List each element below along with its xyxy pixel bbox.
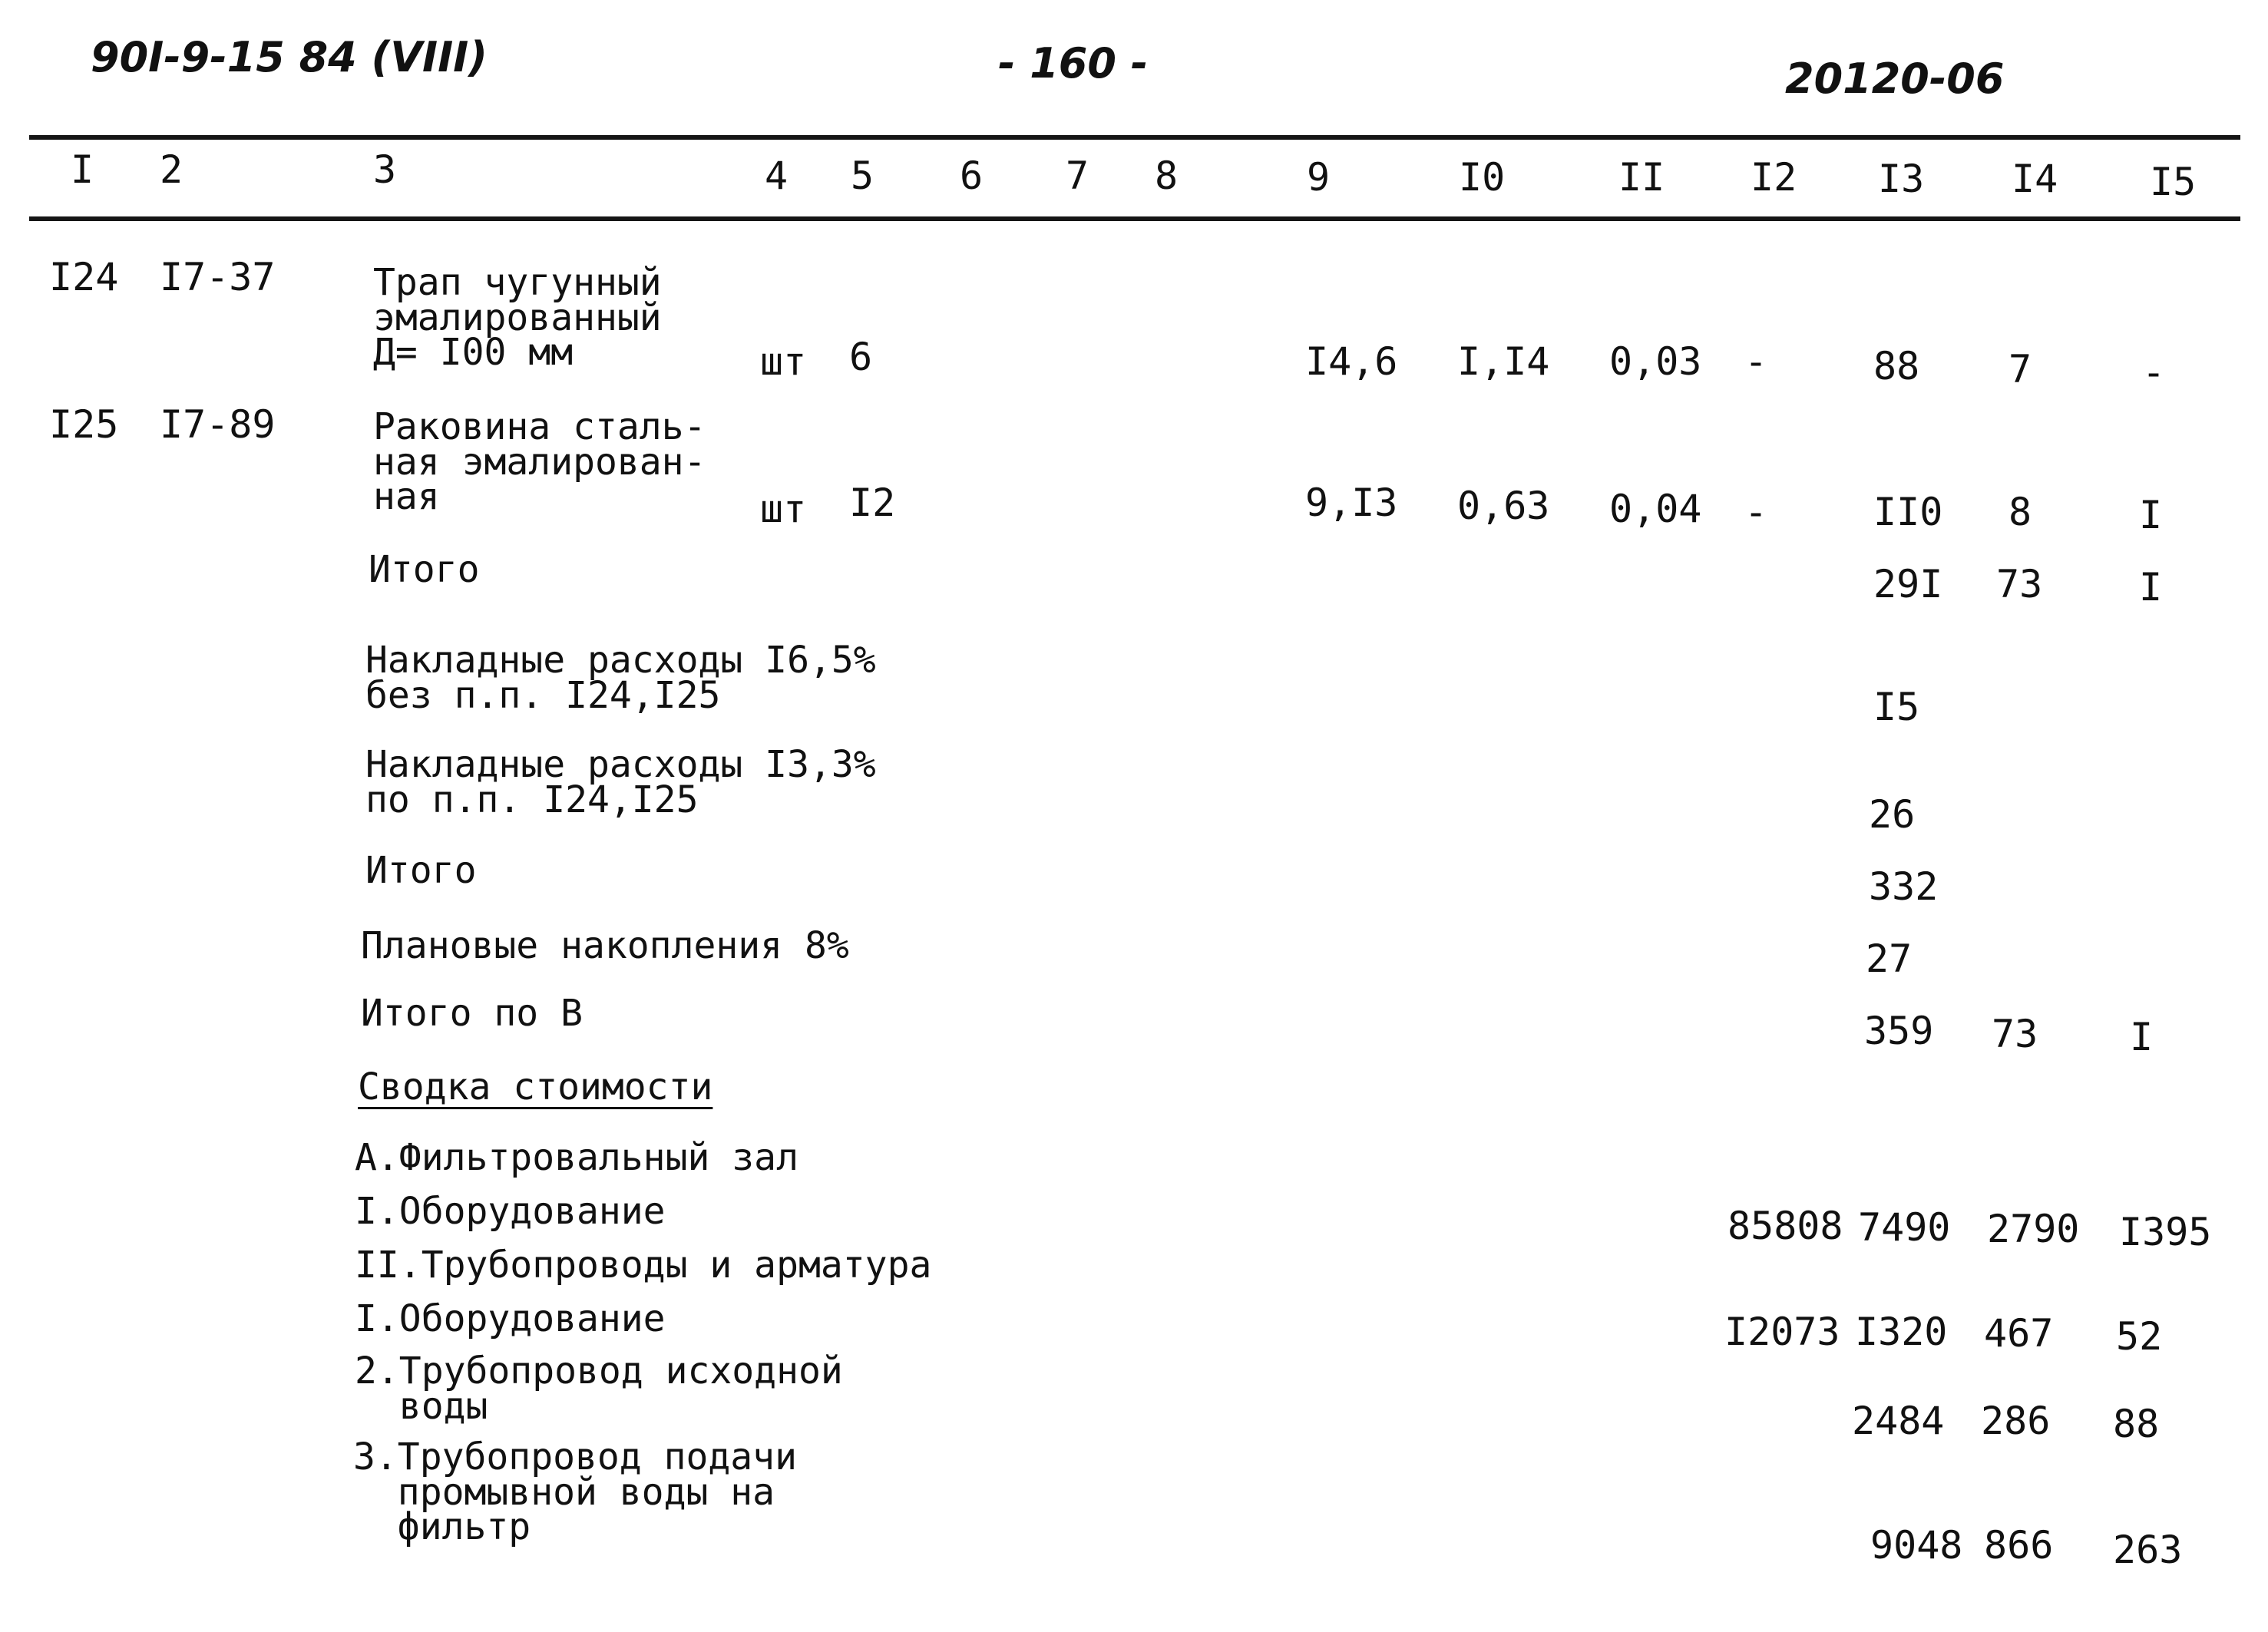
row-125-col13: II0 bbox=[1873, 490, 1943, 534]
col-header-9: 9 bbox=[1307, 155, 1331, 200]
row-125-code: I7-89 bbox=[160, 402, 276, 447]
row-125-number: I25 bbox=[49, 402, 119, 447]
row-124-col15: - bbox=[2142, 350, 2166, 395]
wash-water-pipeline-label: 3.Трубопровод подачи промывной воды на фильтр bbox=[353, 1435, 797, 1549]
row-124-number: I24 bbox=[49, 255, 119, 299]
row-125-col15: I bbox=[2139, 493, 2163, 537]
raw-water-pipeline-col15: 88 bbox=[2113, 1402, 2160, 1446]
planned-savings-label: Плановые накопления 8% bbox=[361, 924, 849, 967]
equipment-2-label: I.Оборудование bbox=[355, 1297, 666, 1340]
row-124-code: I7-37 bbox=[160, 255, 276, 299]
col-header-2: 2 bbox=[160, 147, 183, 192]
row-125-col9: 9,I3 bbox=[1305, 481, 1398, 525]
section-a-heading: А.Фильтровальный зал bbox=[355, 1136, 798, 1179]
equipment-1-col14: 2790 bbox=[1987, 1207, 2080, 1251]
subtotal-2-label: Итого bbox=[365, 849, 477, 892]
planned-savings-col13: 27 bbox=[1866, 937, 1913, 981]
overhead-2-col13: 26 bbox=[1869, 792, 1916, 837]
equipment-2-col14: 467 bbox=[1984, 1311, 2054, 1356]
subtotal-1-label: Итого bbox=[369, 548, 480, 591]
row-125-name: Раковина сталь- ная эмалирован- ная bbox=[373, 405, 706, 519]
wash-water-pipeline-col14: 866 bbox=[1984, 1523, 2054, 1568]
raw-water-pipeline-col13: 2484 bbox=[1852, 1399, 1945, 1443]
col-header-10: I0 bbox=[1459, 155, 1506, 200]
equipment-2-col12: I2073 bbox=[1724, 1310, 1840, 1354]
cost-summary-heading: Сводка стоимости bbox=[358, 1065, 713, 1108]
equipment-1-col13: 7490 bbox=[1858, 1205, 1951, 1250]
subtotal-1-col13: 29I bbox=[1873, 562, 1943, 606]
row-125-col11: 0,04 bbox=[1609, 487, 1702, 531]
row-124-name: Трап чугунный эмалированный Д= I00 мм bbox=[373, 261, 662, 375]
top-rule bbox=[29, 135, 2240, 140]
equipment-1-col15: I395 bbox=[2119, 1210, 2212, 1254]
col-header-7: 7 bbox=[1066, 154, 1089, 198]
overhead-1-label: Накладные расходы I6,5% без п.п. I24,I25 bbox=[365, 639, 876, 717]
row-125-col12: - bbox=[1744, 490, 1768, 534]
raw-water-pipeline-label: 2.Трубопровод исходной воды bbox=[355, 1350, 843, 1428]
overhead-1-col13: I5 bbox=[1873, 685, 1920, 729]
page-number: - 160 - bbox=[998, 39, 1149, 88]
row-124-col14: 7 bbox=[2008, 347, 2032, 391]
col-header-3: 3 bbox=[373, 147, 397, 192]
wash-water-pipeline-col15: 263 bbox=[2113, 1528, 2183, 1572]
col-header-15: I5 bbox=[2150, 160, 2197, 204]
subtotal-1-col14: 73 bbox=[1996, 562, 2043, 606]
col-header-12: I2 bbox=[1751, 155, 1797, 200]
row-124-col11: 0,03 bbox=[1609, 339, 1702, 384]
row-125-col14: 8 bbox=[2008, 490, 2032, 534]
row-124-unit: шт bbox=[760, 339, 807, 384]
row-124-col9: I4,6 bbox=[1305, 339, 1398, 384]
col-header-13: I3 bbox=[1878, 157, 1925, 201]
row-124-col10: I,I4 bbox=[1457, 339, 1550, 384]
pipelines-heading: II.Трубопроводы и арматура bbox=[355, 1244, 932, 1287]
col-header-4: 4 bbox=[765, 154, 789, 198]
equipment-2-col15: 52 bbox=[2116, 1314, 2163, 1359]
equipment-1-col12: 85808 bbox=[1727, 1204, 1843, 1248]
overhead-2-label: Накладные расходы I3,3% по п.п. I24,I25 bbox=[365, 743, 876, 821]
col-header-11: II bbox=[1618, 155, 1665, 200]
wash-water-pipeline-col13: 9048 bbox=[1870, 1523, 1963, 1568]
row-124-col13: 88 bbox=[1873, 344, 1920, 388]
header-rule bbox=[29, 216, 2240, 221]
equipment-2-col13: I320 bbox=[1855, 1310, 1948, 1354]
subtotal-2-col13: 332 bbox=[1869, 864, 1939, 909]
col-header-1: I bbox=[71, 147, 94, 192]
row-125-qty: I2 bbox=[849, 481, 896, 525]
total-v-col15: I bbox=[2130, 1015, 2154, 1059]
equipment-1-label: I.Оборудование bbox=[355, 1190, 666, 1233]
doc-code: 90I-9-15 84 (VIII) bbox=[91, 33, 488, 81]
archive-number: 20120-06 bbox=[1785, 55, 2005, 103]
subtotal-1-col15: I bbox=[2139, 565, 2163, 610]
row-125-col10: 0,63 bbox=[1457, 484, 1550, 528]
row-124-qty: 6 bbox=[849, 335, 873, 379]
col-header-8: 8 bbox=[1155, 154, 1179, 198]
col-header-6: 6 bbox=[960, 154, 984, 198]
total-v-label: Итого по В bbox=[361, 992, 583, 1035]
col-header-14: I4 bbox=[2012, 157, 2058, 201]
total-v-col13: 359 bbox=[1864, 1009, 1934, 1053]
total-v-col14: 73 bbox=[1992, 1012, 2038, 1056]
raw-water-pipeline-col14: 286 bbox=[1981, 1399, 2051, 1443]
col-header-5: 5 bbox=[851, 154, 874, 198]
row-125-unit: шт bbox=[760, 487, 807, 531]
row-124-col12: - bbox=[1744, 339, 1768, 384]
